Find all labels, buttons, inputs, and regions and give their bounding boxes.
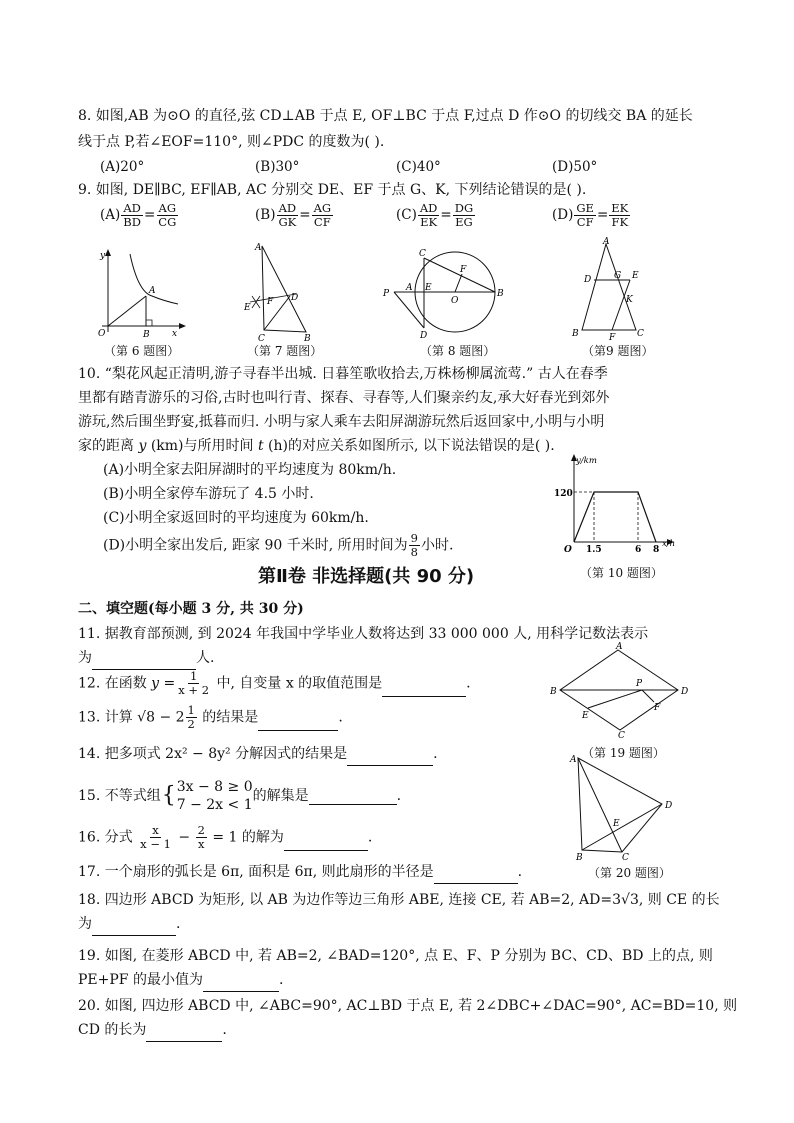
fig6-caption: （第 6 题图） (104, 344, 180, 358)
q14-answer-blank[interactable] (347, 749, 433, 766)
fig20-label-b: B (576, 853, 583, 860)
q11-line2: 为 人. (78, 646, 214, 670)
fig7-label-d: D (291, 293, 299, 303)
fig19-label-c: C (618, 731, 625, 740)
q8-option-b: (B)30° (255, 159, 300, 175)
q17-answer-blank[interactable] (434, 867, 518, 884)
q8-option-d: (D)50° (552, 159, 598, 175)
q15-ineq1: 3x − 8 ≥ 0 (176, 779, 253, 795)
fig20-label-a: A (570, 755, 577, 765)
q20-line1: 20. 如图, 四边形 ABCD 中, ∠ABC=90°, AC⊥BD 于点 E, 若 2∠DBC+∠DAC=90°, AC=BD=10, 则 (78, 998, 738, 1014)
q10-option-a: (A)小明全家去阳屏湖时的平均速度为 80km/h. (103, 462, 397, 478)
q10-line1: 10. “梨花风起正清明,游子寻春半出城. 日暮笙歌收拾去,万株杨柳属流莺.” 古人在春季 (78, 366, 608, 382)
fig7-caption: （第 7 题图） (247, 344, 323, 358)
fig10-graph (574, 492, 656, 542)
fig10-label-ykm: y/km (576, 456, 597, 466)
fig19-label-p: P (636, 679, 643, 689)
fig8-label-f: F (460, 265, 467, 275)
q9-option-a: (A) $\frac{AD}{BD}$ = $\frac{AG}{CG}$ (100, 201, 177, 229)
figure-8 (378, 246, 508, 340)
fig7-label-c: C (258, 334, 265, 342)
q10-option-b: (B)小明全家停车游玩了 4.5 小时. (103, 486, 314, 502)
fig7-label-b: B (304, 334, 311, 342)
figure-9 (566, 236, 656, 340)
fig6-hyperbola (130, 254, 178, 304)
fig9-label-f: F (609, 333, 616, 340)
q10-line2: 里都有踏青游乐的习俗,古时也叫行青、探春、寻春等,人们聚亲约友,承大好春光到郊外 (78, 390, 610, 406)
q8-line1: 8. 如图,AB 为⊙O 的直径,弦 CD⊥AB 于点 E, OF⊥BC 于点 F,过点 D 作⊙O 的切线交 BA 的延长 (78, 108, 693, 124)
fig9-label-d: D (584, 275, 592, 285)
fig19-label-b: B (550, 687, 557, 697)
q13: 13. 计算 √8 − 2 $\frac{1}{2}$ 的结果是 . (78, 703, 343, 731)
q9-option-c: (C) $\frac{AD}{EK}$ = $\frac{DG}{EG}$ (396, 201, 474, 229)
q12-answer-blank[interactable] (382, 680, 466, 697)
q13-answer-blank[interactable] (258, 714, 338, 731)
fig8-label-e: E (425, 283, 432, 293)
fig7-triangle (262, 246, 306, 332)
fig9-label-c: C (637, 329, 644, 339)
q9-option-d: (D) $\frac{GE}{CF}$ = $\frac{EK}{FK}$ (552, 201, 629, 229)
figure-6 (92, 246, 192, 338)
fig19-label-f: F (654, 703, 661, 713)
fig20-caption: （第 20 题图） (588, 866, 671, 880)
fig9-caption: （第9 题图） (582, 344, 654, 358)
fig19-label-d: D (681, 687, 689, 697)
fig7-label-f: F (267, 297, 274, 307)
q16-answer-blank[interactable] (284, 834, 368, 851)
q14: 14. 把多项式 2x² − 8y² 分解因式的结果是 . (78, 742, 438, 766)
q18-line1: 18. 四边形 ABCD 为矩形, 以 AB 为边作等边三角形 ABE, 连接 CE, 若 AB=2, AD=3√3, 则 CE 的长 (78, 892, 720, 908)
q15-ineq2: 7 − 2x < 1 (176, 797, 253, 813)
q8-line2: 线于点 P,若∠EOF=110°, 则∠PDC 的度数为( ). (78, 134, 385, 150)
part-2-heading: 二、填空题(每小题 3 分, 共 30 分) (78, 601, 304, 617)
fig8-label-d: D (420, 331, 428, 340)
fig10-label-xh: x/h (662, 539, 676, 549)
section-2-title: 第Ⅱ卷 非选择题(共 90 分) (258, 566, 475, 587)
q15: 15. 不等式组{ 3x − 8 ≥ 0 7 − 2x < 1 的解集是 . (78, 779, 402, 813)
fig20-label-d: D (665, 801, 673, 811)
fig6-label-a: A (149, 286, 156, 296)
fig7-label-e: E (244, 303, 251, 313)
fig20-label-c: C (622, 853, 629, 860)
fig9-label-a: A (603, 237, 610, 247)
q18-answer-blank[interactable] (92, 919, 176, 936)
fig10-label-o: O (564, 545, 572, 555)
fig19-label-e: E (582, 711, 589, 721)
q10-line3: 游玩,然后围坐野宴,抵暮而归. 小明与家人乘车去阳屏湖游玩然后返回家中,小明与小明 (78, 414, 605, 430)
figure-7 (240, 238, 320, 342)
q19-line1: 19. 如图, 在菱形 ABCD 中, 若 AB=2, ∠BAD=120°, 点 E、F、P 分别为 BC、CD、BD 上的点, 则 (78, 948, 713, 964)
fig8-label-o: O (451, 296, 459, 306)
q11-answer-blank[interactable] (92, 653, 196, 670)
fig19-label-a: A (616, 642, 623, 652)
fig6-label-o: O (98, 329, 106, 338)
q10-option-c: (C)小明全家返回时的平均速度为 60km/h. (103, 510, 369, 526)
fig7-label-a: A (255, 243, 262, 253)
q17: 17. 一个扇形的弧长是 6π, 面积是 6π, 则此扇形的半径是 . (78, 860, 522, 884)
q9-option-b: (B) $\frac{AD}{GK}$ = $\frac{AG}{CF}$ (255, 201, 332, 229)
fig9-label-e: E (632, 271, 639, 281)
q11-line1: 11. 据教育部预测, 到 2024 年我国中学毕业人数将达到 33 000 000 人, 用科学记数法表示 (78, 626, 649, 642)
fig10-caption: （第 10 题图） (580, 566, 663, 580)
fig9-label-k: K (626, 295, 633, 305)
fig20-label-e: E (613, 819, 620, 829)
q19-line2: PE+PF 的最小值为 . (78, 968, 283, 992)
q9-stem: 9. 如图, DE∥BC, EF∥AB, AC 分别交 DE、EF 于点 G、K, 下列结论错误的是( ). (78, 182, 587, 198)
figure-19 (550, 640, 700, 740)
q12: 12. 在函数 y = $\frac{1}{x + 2}$ 中, 自变量 x 的取值范围是 . (78, 669, 471, 697)
fig8-caption: （第 8 题图） (420, 344, 496, 358)
fig8-label-c: C (419, 249, 426, 259)
fig6-label-x: x (172, 329, 178, 338)
fig9-label-g: G (614, 271, 622, 281)
fig10-label-1.5: 1.5 (586, 545, 602, 555)
fig8-label-b: B (497, 289, 504, 299)
figure-10 (552, 452, 692, 556)
fig10-label-8: 8 (653, 545, 660, 555)
q8-option-a: (A)20° (100, 159, 145, 175)
q20-answer-blank[interactable] (146, 1025, 222, 1042)
fig9-label-b: B (572, 329, 579, 339)
fig6-label-y: y (100, 251, 106, 261)
fig19-caption: （第 19 题图） (582, 746, 665, 760)
q18-line2: 为 . (78, 912, 180, 936)
fig10-label-120: 120 (554, 489, 573, 499)
fig8-label-p: P (383, 289, 390, 299)
q19-answer-blank[interactable] (203, 975, 279, 992)
fig8-label-a: A (406, 283, 413, 293)
q10-option-d: (D)小明全家出发后, 距家 90 千米时, 所用时间为 $\frac{9}{8}$ 小时. (103, 531, 454, 559)
q10-line4: 家的距离 y (km)与所用时间 t (h)的对应关系如图所示, 以下说法错误的是( ). (78, 438, 555, 454)
q15-answer-blank[interactable] (309, 788, 397, 805)
q20-line2: CD 的长为 . (78, 1018, 227, 1042)
fig6-label-b: B (143, 330, 150, 338)
q8-option-c: (C)40° (396, 159, 441, 175)
fig10-label-6: 6 (635, 545, 642, 555)
figure-20 (566, 750, 684, 860)
fig20-quad (578, 758, 662, 852)
q16: 16. 分式 $\frac{x}{x - 1}$ − $\frac{2}{x}$ = 1 的解为 . (78, 823, 373, 851)
